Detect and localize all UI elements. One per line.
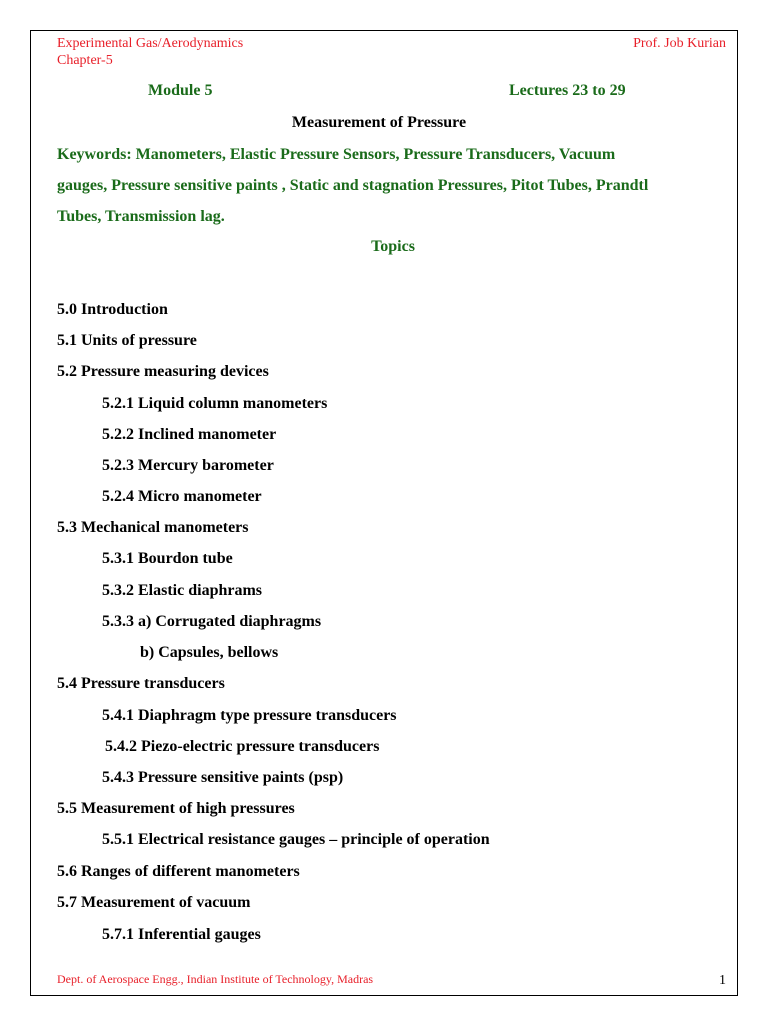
module-label: Module 5 <box>148 82 213 99</box>
topic-subitem: 5.3.2 Elastic diaphrams <box>102 582 263 599</box>
chapter-label: Chapter-5 <box>57 53 113 68</box>
topic-subitem: 5.2.1 Liquid column manometers <box>102 395 328 412</box>
keywords-line-2: gauges, Pressure sensitive paints , Static and stagnation Pressures, Pitot Tubes, Prandtl <box>57 177 649 194</box>
topic-item: 5.2 Pressure measuring devices <box>57 363 269 380</box>
keywords-line-3: Tubes, Transmission lag. <box>57 208 225 225</box>
topic-item: 5.5 Measurement of high pressures <box>57 800 295 817</box>
topic-subitem: 5.2.3 Mercury barometer <box>102 457 274 474</box>
topic-item: 5.4 Pressure transducers <box>57 675 225 692</box>
topic-subitem: 5.2.4 Micro manometer <box>102 488 262 505</box>
topic-subitem: b) Capsules, bellows <box>140 644 279 661</box>
topic-item: 5.1 Units of pressure <box>57 332 197 349</box>
author-name: Prof. Job Kurian <box>633 36 726 51</box>
topic-item: 5.3 Mechanical manometers <box>57 519 249 536</box>
topic-item: 5.0 Introduction <box>57 301 168 318</box>
lectures-label: Lectures 23 to 29 <box>509 82 626 99</box>
topic-subitem: 5.4.2 Piezo-electric pressure transducers <box>105 738 380 755</box>
topic-subitem: 5.3.3 a) Corrugated diaphragms <box>102 613 322 630</box>
topic-subitem: 5.4.3 Pressure sensitive paints (psp) <box>102 769 344 786</box>
topics-heading: Topics <box>371 238 415 255</box>
page-title: Measurement of Pressure <box>291 114 467 131</box>
keywords-line-1: Keywords: Manometers, Elastic Pressure Sensors, Pressure Transducers, Vacuum <box>57 146 616 163</box>
footer-institute: Dept. of Aerospace Engg., Indian Institute of Technology, Madras <box>57 972 374 986</box>
topic-item: 5.7 Measurement of vacuum <box>57 894 251 911</box>
topic-subitem: 5.2.2 Inclined manometer <box>102 426 277 443</box>
topic-subitem: 5.5.1 Electrical resistance gauges – principle of operation <box>102 831 490 848</box>
topic-subitem: 5.3.1 Bourdon tube <box>102 550 233 567</box>
topic-subitem: 5.4.1 Diaphragm type pressure transducers <box>102 707 397 724</box>
topic-item: 5.6 Ranges of different manometers <box>57 863 300 880</box>
topic-subitem: 5.7.1 Inferential gauges <box>102 926 261 943</box>
course-title: Experimental Gas/Aerodynamics <box>57 36 244 51</box>
page-number: 1 <box>719 973 726 988</box>
